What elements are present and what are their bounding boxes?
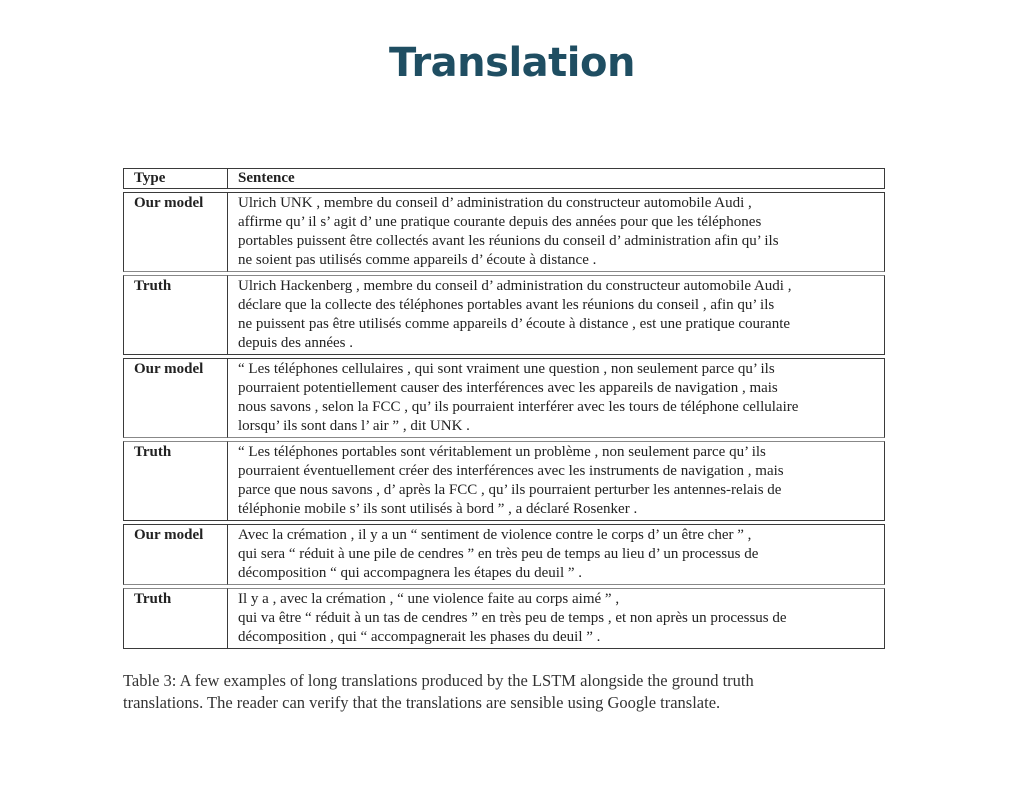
table-caption <box>123 670 889 714</box>
row-type: Our model <box>123 524 228 585</box>
sentence-line: Ulrich UNK , membre du conseil d’ administration du constructeur automobile Audi , <box>238 195 752 211</box>
row-type: Truth <box>123 275 228 355</box>
slide-title: Translation <box>389 40 635 86</box>
table-row <box>123 192 885 272</box>
row-sentence <box>228 524 885 585</box>
sentence-line: téléphonie mobile s’ ils sont utilisés à bord ” , a déclaré Rosenker . <box>238 501 638 517</box>
row-sentence <box>228 192 885 272</box>
translation-table <box>123 165 885 652</box>
row-sentence <box>228 441 885 521</box>
sentence-line: ne soient pas utilisés comme appareils d’ écoute à distance . <box>238 252 597 268</box>
sentence-line: nous savons , selon la FCC , qu’ ils pourraient interférer avec les tours de téléphone cellulaire <box>238 399 799 415</box>
table-row <box>123 524 885 585</box>
table-figure <box>123 165 889 714</box>
sentence-line: portables puissent être collectés avant les réunions du conseil d’ administration afin qu’ ils <box>238 233 779 249</box>
row-type: Our model <box>123 358 228 438</box>
sentence-line: ne puissent pas être utilisés comme appareils d’ écoute à distance , est une pratique courante <box>238 316 791 332</box>
table-row <box>123 358 885 438</box>
sentence-line: décomposition “ qui accompagnera les étapes du deuil ” . <box>238 565 583 581</box>
sentence-line: lorsqu’ ils sont dans l’ air ” , dit UNK . <box>238 418 470 434</box>
sentence-line: déclare que la collecte des téléphones portables avant les réunions du conseil , afin qu’ ils <box>238 297 775 313</box>
row-type: Truth <box>123 441 228 521</box>
sentence-line: “ Les téléphones cellulaires , qui sont vraiment une question , non seulement parce qu’ ils <box>238 361 775 377</box>
sentence-line: “ Les téléphones portables sont véritablement un problème , non seulement parce qu’ ils <box>238 444 766 460</box>
sentence-line: qui sera “ réduit à une pile de cendres ” en très peu de temps au lieu d’ un processus de <box>238 546 759 562</box>
sentence-line: Il y a , avec la crémation , “ une violence faite au corps aimé ” , <box>238 591 620 607</box>
sentence-line: pourraient éventuellement créer des interférences avec les instruments de navigation , mais <box>238 463 784 479</box>
row-sentence <box>228 358 885 438</box>
sentence-line: depuis des années . <box>238 335 353 351</box>
table-row <box>123 275 885 355</box>
header-type: Type <box>123 168 228 189</box>
row-sentence <box>228 588 885 649</box>
sentence-line: affirme qu’ il s’ agit d’ une pratique courante depuis des années pour que les téléphones <box>238 214 762 230</box>
caption-line: translations. The reader can verify that the translations are sensible using Google translate. <box>123 693 721 712</box>
sentence-line: décomposition , qui “ accompagnerait les phases du deuil ” . <box>238 629 601 645</box>
table-row <box>123 588 885 649</box>
caption-line: Table 3: A few examples of long translations produced by the LSTM alongside the ground truth <box>123 671 754 690</box>
sentence-line: Avec la crémation , il y a un “ sentiment de violence contre le corps d’ un être cher ” , <box>238 527 752 543</box>
table-header-row <box>123 168 885 189</box>
sentence-line: Ulrich Hackenberg , membre du conseil d’ administration du constructeur automobile Audi , <box>238 278 792 294</box>
header-sentence: Sentence <box>228 168 885 189</box>
row-sentence <box>228 275 885 355</box>
table-row <box>123 441 885 521</box>
row-type: Our model <box>123 192 228 272</box>
sentence-line: qui va être “ réduit à un tas de cendres ” en très peu de temps , et non après un processus de <box>238 610 787 626</box>
sentence-line: parce que nous savons , d’ après la FCC , qu’ ils pourraient perturber les antennes-relais de <box>238 482 782 498</box>
sentence-line: pourraient potentiellement causer des interférences avec les appareils de navigation , mais <box>238 380 778 396</box>
row-type: Truth <box>123 588 228 649</box>
